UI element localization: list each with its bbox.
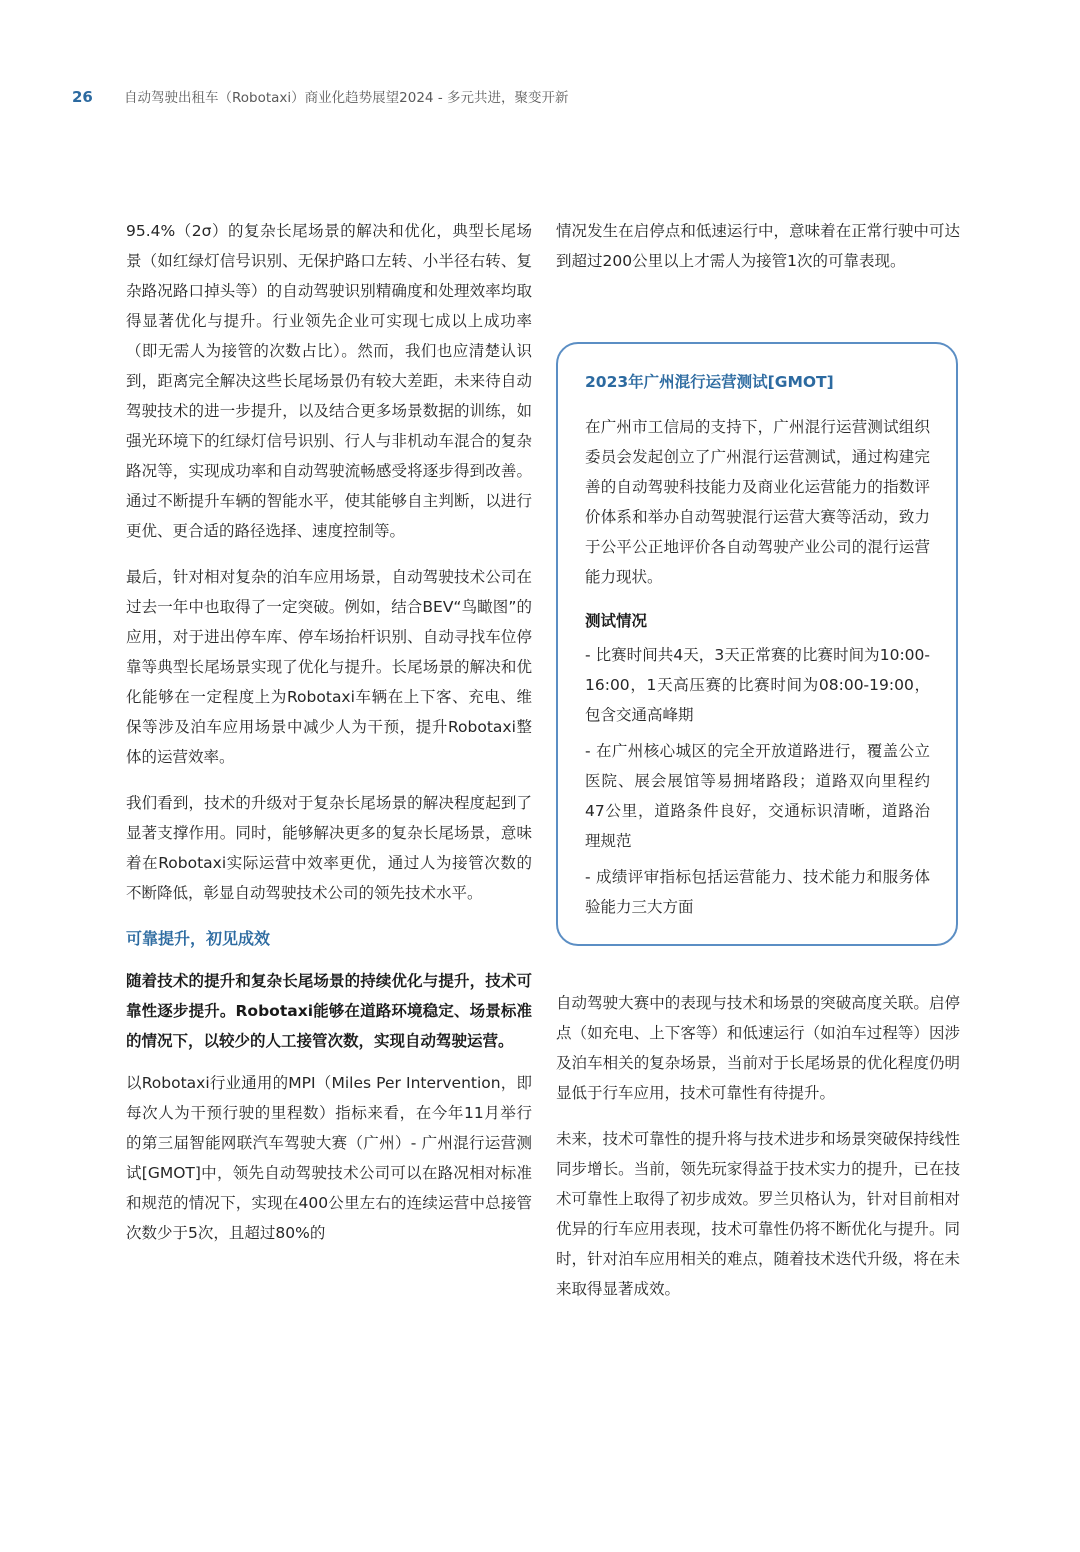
callout-title: 2023年广州混行运营测试[GMOT] <box>585 373 834 391</box>
list-item: - 比赛时间共4天，3天正常赛的比赛时间为10:00-16:00，1天高压赛的比赛时间为08:00-19:00，包含交通高峰期 <box>585 646 930 724</box>
body-paragraph: 未来，技术可靠性的提升将与技术进步和场景突破保持线性同步增长。当前，领先玩家得益于技术实力的提升，已在技术可靠性上取得了初步成效。罗兰贝格认为，针对目前相对优异的行车应用表现，技术可靠性仍将不断优化与提升。同时，针对泊车应用相关的难点，随着技术迭代升级，将在未来取得显著成效。 <box>556 1130 960 1298</box>
section-title: 可靠提升，初见成效 <box>126 929 271 948</box>
body-paragraph: 以Robotaxi行业通用的MPI（Miles Per Intervention，即每次人为干预行驶的里程数）指标来看，在今年11月举行的第三届智能网联汽车驾驶大赛（广州）- 广州混行运营测试[GMOT]中，领先自动驾驶技术公司可以在路况相对标准和规范的情况下，实现在400公里左右的连续运营中总接管次数少于5次，且超过80%的 <box>126 1074 532 1242</box>
body-paragraph: 最后，针对相对复杂的泊车应用场景，自动驾驶技术公司在过去一年中也取得了一定突破。例如，结合BEV“鸟瞰图”的应用，对于进出停车库、停车场抬杆识别、自动寻找车位停靠等典型长尾场景实现了优化与提升。长尾场景的解决和优化能够在一定程度上为Robotaxi车辆在上下客、充电、维保等涉及泊车应用场景中减少人为干预，提升Robotaxi整体的运营效率。 <box>126 568 532 766</box>
gmot-callout-box <box>556 342 958 946</box>
page-number: 26 <box>72 88 93 106</box>
callout-body: 在广州市工信局的支持下，广州混行运营测试组织委员会发起创立了广州混行运营测试，通过构建完善的自动驾驶科技能力及商业化运营能力的指数评价体系和举办自动驾驶混行运营大赛等活动，致力于公平公正地评价各自动驾驶产业公司的混行运营能力现状。 <box>585 418 930 586</box>
list-item: - 在广州核心城区的完全开放道路进行，覆盖公立医院、展会展馆等易拥堵路段；道路双向里程约47公里，道路条件良好，交通标识清晰，道路治理规范 <box>585 742 930 850</box>
callout-subtitle: 测试情况 <box>585 612 648 630</box>
page-header <box>72 86 568 108</box>
body-paragraph: 95.4%（2σ）的复杂长尾场景的解决和优化，典型长尾场景（如红绿灯信号识别、无保护路口左转、小半径右转、复杂路况路口掉头等）的自动驾驶识别精确度和处理效率均取得显著优化与提升。行业领先企业可实现七成以上成功率（即无需人为接管的次数占比）。然而，我们也应清楚认识到，距离完全解决这些长尾场景仍有较大差距，未来待自动驾驶技术的进一步提升，以及结合更多场景数据的训练，如强光环境下的红绿灯信号识别、行人与非机动车混合的复杂路况等，实现成功率和自动驾驶流畅感受将逐步得到改善。通过不断提升车辆的智能水平，使其能够自主判断，以进行更优、更合适的路径选择、速度控制等。 <box>126 222 532 540</box>
report-title: 自动驾驶出租车（Robotaxi）商业化趋势展望2024 - 多元共进，聚变开新 <box>124 90 569 106</box>
right-column-top <box>556 216 960 292</box>
body-paragraph: 自动驾驶大赛中的表现与技术和场景的突破高度关联。启停点（如充电、上下客等）和低速运行（如泊车过程等）因涉及泊车相关的复杂场景，当前对于长尾场景的优化程度仍明显低于行车应用，技术可靠性有待提升。 <box>556 994 960 1102</box>
lead-paragraph: 随着技术的提升和复杂长尾场景的持续优化与提升，技术可靠性逐步提升。Robotaxi能够在道路环境稳定、场景标准的情况下，以较少的人工接管次数，实现自动驾驶运营。 <box>126 972 532 1050</box>
right-column-bottom <box>556 988 960 1320</box>
test-details-list <box>585 640 930 922</box>
body-paragraph: 情况发生在启停点和低速运行中，意味着在正常行驶中可达到超过200公里以上才需人为接管1次的可靠表现。 <box>556 222 960 270</box>
body-paragraph: 我们看到，技术的升级对于复杂长尾场景的解决程度起到了显著支撑作用。同时，能够解决更多的复杂长尾场景，意味着在Robotaxi实际运营中效率更优，通过人为接管次数的不断降低，彰显自动驾驶技术公司的领先技术水平。 <box>126 794 532 902</box>
left-column <box>126 216 532 1264</box>
list-item: - 成绩评审指标包括运营能力、技术能力和服务体验能力三大方面 <box>585 868 930 916</box>
